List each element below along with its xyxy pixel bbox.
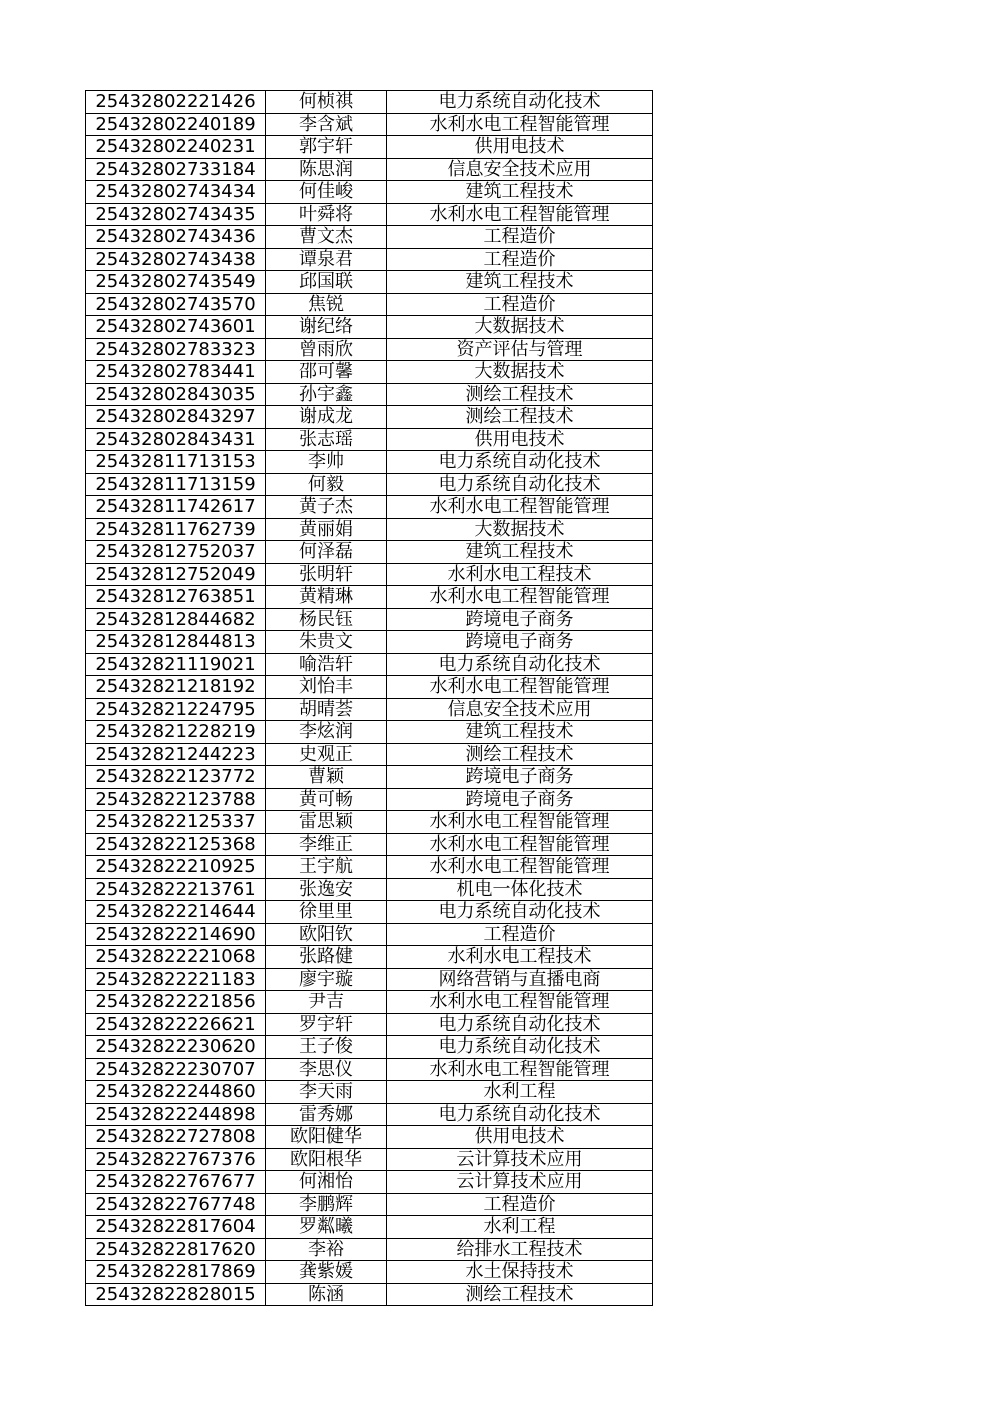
table-row (86, 563, 653, 586)
table-row (86, 698, 653, 721)
major-cell: 大数据技术 (387, 518, 653, 541)
major-cell: 大数据技术 (387, 361, 653, 384)
table-row (86, 1238, 653, 1261)
student-name-cell: 曾雨欣 (266, 338, 387, 361)
student-name-cell: 张志瑶 (266, 428, 387, 451)
student-id-cell: 25432821224795 (86, 698, 266, 721)
student-id-cell: 25432802240189 (86, 113, 266, 136)
student-id-cell: 25432802733184 (86, 158, 266, 181)
table-row (86, 766, 653, 789)
major-cell: 云计算技术应用 (387, 1171, 653, 1194)
major-cell: 水利水电工程技术 (387, 563, 653, 586)
student-id-cell: 25432812844813 (86, 631, 266, 654)
major-cell: 建筑工程技术 (387, 541, 653, 564)
student-id-cell: 25432812752049 (86, 563, 266, 586)
student-name-cell: 黄丽娟 (266, 518, 387, 541)
major-cell: 水利水电工程技术 (387, 946, 653, 969)
major-cell: 工程造价 (387, 923, 653, 946)
student-name-cell: 李鹏辉 (266, 1193, 387, 1216)
student-id-cell: 25432822221183 (86, 968, 266, 991)
student-name-cell: 欧阳钦 (266, 923, 387, 946)
table-row (86, 586, 653, 609)
table-row (86, 1216, 653, 1239)
major-cell: 机电一体化技术 (387, 878, 653, 901)
student-name-cell: 何毅 (266, 473, 387, 496)
major-cell: 电力系统自动化技术 (387, 1013, 653, 1036)
student-name-cell: 郭宇轩 (266, 136, 387, 159)
student-id-cell: 25432812844682 (86, 608, 266, 631)
student-name-cell: 李帅 (266, 451, 387, 474)
student-id-cell: 25432802843297 (86, 406, 266, 429)
student-id-cell: 25432802743436 (86, 226, 266, 249)
student-id-cell: 25432822221856 (86, 991, 266, 1014)
student-id-cell: 25432822817869 (86, 1261, 266, 1284)
student-name-cell: 邱国联 (266, 271, 387, 294)
major-cell: 大数据技术 (387, 316, 653, 339)
student-name-cell: 张路健 (266, 946, 387, 969)
major-cell: 测绘工程技术 (387, 1283, 653, 1306)
major-cell: 电力系统自动化技术 (387, 91, 653, 114)
table-row (86, 383, 653, 406)
table-row (86, 721, 653, 744)
major-cell: 跨境电子商务 (387, 631, 653, 654)
table-row (86, 968, 653, 991)
major-cell: 跨境电子商务 (387, 788, 653, 811)
major-cell: 水利水电工程智能管理 (387, 113, 653, 136)
table-row (86, 496, 653, 519)
major-cell: 水利水电工程智能管理 (387, 1058, 653, 1081)
student-name-cell: 李天雨 (266, 1081, 387, 1104)
student-id-cell: 25432822244860 (86, 1081, 266, 1104)
major-cell: 供用电技术 (387, 1126, 653, 1149)
table-row (86, 1193, 653, 1216)
student-name-cell: 朱贵文 (266, 631, 387, 654)
student-id-cell: 25432821244223 (86, 743, 266, 766)
student-name-cell: 曹文杰 (266, 226, 387, 249)
table-row (86, 226, 653, 249)
table-row (86, 136, 653, 159)
table-row (86, 91, 653, 114)
major-cell: 工程造价 (387, 1193, 653, 1216)
table-row (86, 271, 653, 294)
student-name-cell: 黄子杰 (266, 496, 387, 519)
table-row (86, 473, 653, 496)
student-id-cell: 25432822767748 (86, 1193, 266, 1216)
table-row (86, 1081, 653, 1104)
major-cell: 电力系统自动化技术 (387, 1036, 653, 1059)
table-row (86, 248, 653, 271)
student-name-cell: 黄精琳 (266, 586, 387, 609)
student-id-cell: 25432822123772 (86, 766, 266, 789)
student-name-cell: 陈思润 (266, 158, 387, 181)
student-name-cell: 张明轩 (266, 563, 387, 586)
major-cell: 工程造价 (387, 226, 653, 249)
student-name-cell: 史观正 (266, 743, 387, 766)
major-cell: 水利水电工程智能管理 (387, 586, 653, 609)
major-cell: 电力系统自动化技术 (387, 653, 653, 676)
student-id-cell: 25432821119021 (86, 653, 266, 676)
table-row (86, 1103, 653, 1126)
student-name-cell: 叶舜将 (266, 203, 387, 226)
major-cell: 云计算技术应用 (387, 1148, 653, 1171)
student-id-cell: 25432802843035 (86, 383, 266, 406)
major-cell: 给排水工程技术 (387, 1238, 653, 1261)
table-row (86, 338, 653, 361)
table-row (86, 1013, 653, 1036)
table-row (86, 878, 653, 901)
table-row (86, 653, 653, 676)
table-row (86, 901, 653, 924)
table-row (86, 1171, 653, 1194)
student-name-cell: 李炫润 (266, 721, 387, 744)
major-cell: 信息安全技术应用 (387, 698, 653, 721)
student-id-cell: 25432822230620 (86, 1036, 266, 1059)
student-id-cell: 25432822123788 (86, 788, 266, 811)
major-cell: 水土保持技术 (387, 1261, 653, 1284)
table-row (86, 541, 653, 564)
major-cell: 水利水电工程智能管理 (387, 496, 653, 519)
major-cell: 测绘工程技术 (387, 743, 653, 766)
student-name-cell: 黄可畅 (266, 788, 387, 811)
student-name-cell: 罗粼曦 (266, 1216, 387, 1239)
table-row (86, 428, 653, 451)
student-id-cell: 25432811762739 (86, 518, 266, 541)
student-name-cell: 尹吉 (266, 991, 387, 1014)
major-cell: 电力系统自动化技术 (387, 1103, 653, 1126)
student-id-cell: 25432822817620 (86, 1238, 266, 1261)
major-cell: 建筑工程技术 (387, 721, 653, 744)
major-cell: 水利水电工程智能管理 (387, 676, 653, 699)
student-name-cell: 何桢祺 (266, 91, 387, 114)
student-id-cell: 25432822244898 (86, 1103, 266, 1126)
student-name-cell: 何泽磊 (266, 541, 387, 564)
student-name-cell: 邵可馨 (266, 361, 387, 384)
student-name-cell: 李维正 (266, 833, 387, 856)
major-cell: 测绘工程技术 (387, 383, 653, 406)
major-cell: 水利水电工程智能管理 (387, 203, 653, 226)
student-name-cell: 欧阳根华 (266, 1148, 387, 1171)
student-id-cell: 25432822828015 (86, 1283, 266, 1306)
table-row (86, 361, 653, 384)
student-name-cell: 张逸安 (266, 878, 387, 901)
student-id-cell: 25432802240231 (86, 136, 266, 159)
student-name-cell: 谢成龙 (266, 406, 387, 429)
student-name-cell: 曹颖 (266, 766, 387, 789)
table-row (86, 203, 653, 226)
table-row (86, 518, 653, 541)
table-row (86, 1036, 653, 1059)
student-id-cell: 25432822226621 (86, 1013, 266, 1036)
student-name-cell: 欧阳健华 (266, 1126, 387, 1149)
major-cell: 工程造价 (387, 248, 653, 271)
student-name-cell: 雷秀娜 (266, 1103, 387, 1126)
student-name-cell: 罗宇轩 (266, 1013, 387, 1036)
student-name-cell: 王宇航 (266, 856, 387, 879)
table-row (86, 608, 653, 631)
table-row (86, 743, 653, 766)
table-row (86, 293, 653, 316)
major-cell: 跨境电子商务 (387, 608, 653, 631)
major-cell: 水利工程 (387, 1081, 653, 1104)
table-row (86, 946, 653, 969)
student-name-cell: 何佳峻 (266, 181, 387, 204)
major-cell: 水利水电工程智能管理 (387, 991, 653, 1014)
table-row (86, 158, 653, 181)
student-name-cell: 杨民钰 (266, 608, 387, 631)
student-id-cell: 25432822214690 (86, 923, 266, 946)
major-cell: 网络营销与直播电商 (387, 968, 653, 991)
table-row (86, 811, 653, 834)
major-cell: 水利水电工程智能管理 (387, 833, 653, 856)
student-id-cell: 25432812752037 (86, 541, 266, 564)
student-id-cell: 25432822210925 (86, 856, 266, 879)
major-cell: 测绘工程技术 (387, 406, 653, 429)
student-name-cell: 谢纪络 (266, 316, 387, 339)
student-id-cell: 25432821228219 (86, 721, 266, 744)
table-row (86, 1148, 653, 1171)
major-cell: 建筑工程技术 (387, 181, 653, 204)
table-row (86, 788, 653, 811)
major-cell: 水利工程 (387, 1216, 653, 1239)
table-row (86, 631, 653, 654)
major-cell: 电力系统自动化技术 (387, 901, 653, 924)
student-id-cell: 25432802743438 (86, 248, 266, 271)
student-name-cell: 龚紫媛 (266, 1261, 387, 1284)
student-id-cell: 25432802743435 (86, 203, 266, 226)
student-id-cell: 25432822213761 (86, 878, 266, 901)
student-name-cell: 李裕 (266, 1238, 387, 1261)
student-name-cell: 何湘怡 (266, 1171, 387, 1194)
student-id-cell: 25432802743601 (86, 316, 266, 339)
student-id-cell: 25432822214644 (86, 901, 266, 924)
table-row (86, 833, 653, 856)
student-id-cell: 25432822125337 (86, 811, 266, 834)
major-cell: 跨境电子商务 (387, 766, 653, 789)
major-cell: 建筑工程技术 (387, 271, 653, 294)
major-cell: 工程造价 (387, 293, 653, 316)
student-id-cell: 25432822767376 (86, 1148, 266, 1171)
table-row (86, 451, 653, 474)
student-id-cell: 25432822817604 (86, 1216, 266, 1239)
table-row (86, 1261, 653, 1284)
roster-table (85, 90, 653, 1306)
student-id-cell: 25432802783323 (86, 338, 266, 361)
student-id-cell: 25432802743570 (86, 293, 266, 316)
student-name-cell: 李思仪 (266, 1058, 387, 1081)
student-name-cell: 谭泉君 (266, 248, 387, 271)
student-id-cell: 25432802221426 (86, 91, 266, 114)
student-name-cell: 喻浩轩 (266, 653, 387, 676)
roster-table-body (86, 91, 653, 1306)
student-id-cell: 25432822221068 (86, 946, 266, 969)
major-cell: 电力系统自动化技术 (387, 451, 653, 474)
student-id-cell: 25432802783441 (86, 361, 266, 384)
student-name-cell: 刘怡丰 (266, 676, 387, 699)
table-row (86, 1283, 653, 1306)
student-id-cell: 25432811713159 (86, 473, 266, 496)
student-name-cell: 孙宇鑫 (266, 383, 387, 406)
major-cell: 信息安全技术应用 (387, 158, 653, 181)
student-name-cell: 焦锐 (266, 293, 387, 316)
major-cell: 水利水电工程智能管理 (387, 811, 653, 834)
student-name-cell: 李含斌 (266, 113, 387, 136)
student-id-cell: 25432821218192 (86, 676, 266, 699)
table-row (86, 1126, 653, 1149)
student-id-cell: 25432822230707 (86, 1058, 266, 1081)
student-id-cell: 25432822767677 (86, 1171, 266, 1194)
student-id-cell: 25432812763851 (86, 586, 266, 609)
table-row (86, 113, 653, 136)
table-row (86, 316, 653, 339)
table-row (86, 406, 653, 429)
student-name-cell: 雷思颖 (266, 811, 387, 834)
table-row (86, 1058, 653, 1081)
student-name-cell: 陈涵 (266, 1283, 387, 1306)
table-row (86, 856, 653, 879)
student-name-cell: 王子俊 (266, 1036, 387, 1059)
student-id-cell: 25432802743434 (86, 181, 266, 204)
major-cell: 水利水电工程智能管理 (387, 856, 653, 879)
student-id-cell: 25432822727808 (86, 1126, 266, 1149)
table-row (86, 181, 653, 204)
table-row (86, 676, 653, 699)
student-name-cell: 廖宇璇 (266, 968, 387, 991)
student-id-cell: 25432811742617 (86, 496, 266, 519)
table-row (86, 923, 653, 946)
student-name-cell: 胡晴荟 (266, 698, 387, 721)
student-id-cell: 25432811713153 (86, 451, 266, 474)
student-id-cell: 25432822125368 (86, 833, 266, 856)
major-cell: 电力系统自动化技术 (387, 473, 653, 496)
table-row (86, 991, 653, 1014)
student-id-cell: 25432802743549 (86, 271, 266, 294)
major-cell: 供用电技术 (387, 136, 653, 159)
student-name-cell: 徐里里 (266, 901, 387, 924)
major-cell: 资产评估与管理 (387, 338, 653, 361)
major-cell: 供用电技术 (387, 428, 653, 451)
student-id-cell: 25432802843431 (86, 428, 266, 451)
